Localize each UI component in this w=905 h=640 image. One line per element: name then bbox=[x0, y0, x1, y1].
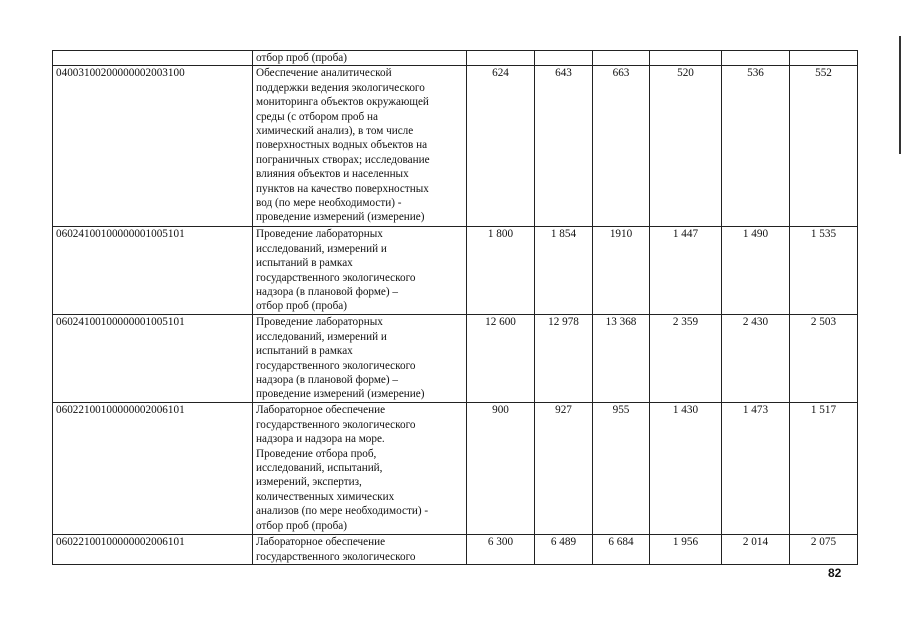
description-line: исследований, измерений и bbox=[256, 330, 387, 343]
value-cell: 900 bbox=[467, 403, 535, 535]
value-cell: 2 359 bbox=[650, 315, 722, 403]
description-line: государственного экологического bbox=[256, 418, 416, 431]
value-cell: 1 473 bbox=[722, 403, 790, 535]
value-cell: 552 bbox=[790, 66, 858, 227]
page-number: 82 bbox=[828, 566, 842, 580]
value-cell bbox=[722, 51, 790, 66]
table-row bbox=[53, 315, 858, 403]
description-line: среды (с отбором проб на bbox=[256, 110, 378, 123]
description-line: Проведение лабораторных bbox=[256, 228, 383, 241]
value-cell: 1 430 bbox=[650, 403, 722, 535]
table-row bbox=[53, 403, 858, 535]
value-cell: 927 bbox=[535, 403, 593, 535]
description-line: надзора (в плановой форме) – bbox=[256, 286, 399, 299]
service-description-cell bbox=[253, 315, 467, 403]
table-row bbox=[53, 51, 858, 66]
service-description-cell bbox=[253, 535, 467, 565]
value-cell: 1 490 bbox=[722, 227, 790, 315]
value-cell: 536 bbox=[722, 66, 790, 227]
table-body bbox=[53, 51, 858, 565]
service-code-cell bbox=[53, 51, 253, 66]
description-line: Проведение отбора проб, bbox=[256, 447, 377, 460]
description-line: надзора (в плановой форме) – bbox=[256, 374, 399, 387]
description-line: количественных химических bbox=[256, 490, 395, 503]
value-cell bbox=[790, 51, 858, 66]
value-cell: 520 bbox=[650, 66, 722, 227]
value-cell: 643 bbox=[535, 66, 593, 227]
description-line: Лабораторное обеспечение bbox=[256, 404, 386, 417]
description-line: государственного экологического bbox=[256, 271, 416, 284]
description-line: вод (по мере необходимости) - bbox=[256, 197, 402, 210]
service-description-cell bbox=[253, 51, 467, 66]
description-line: проведение измерений (измерение) bbox=[256, 388, 425, 401]
value-cell: 1 535 bbox=[790, 227, 858, 315]
table-row bbox=[53, 535, 858, 565]
value-cell bbox=[535, 51, 593, 66]
table-row bbox=[53, 227, 858, 315]
value-cell: 955 bbox=[593, 403, 650, 535]
description-line: испытаний в рамках bbox=[256, 257, 353, 270]
description-line: измерений, экспертиз, bbox=[256, 476, 362, 489]
value-cell: 2 075 bbox=[790, 535, 858, 565]
value-cell: 663 bbox=[593, 66, 650, 227]
description-line: Проведение лабораторных bbox=[256, 316, 383, 329]
value-cell: 1910 bbox=[593, 227, 650, 315]
value-cell: 6 489 bbox=[535, 535, 593, 565]
description-line: проведение измерений (измерение) bbox=[256, 211, 425, 224]
service-description-cell bbox=[253, 227, 467, 315]
value-cell: 1 517 bbox=[790, 403, 858, 535]
table-row bbox=[53, 66, 858, 227]
description-line: поддержки ведения экологического bbox=[256, 81, 425, 94]
service-code-cell: 06024100100000001005101 bbox=[53, 227, 253, 315]
value-cell: 624 bbox=[467, 66, 535, 227]
description-line: надзора и надзора на море. bbox=[256, 433, 385, 446]
value-cell: 2 503 bbox=[790, 315, 858, 403]
description-line: Лабораторное обеспечение bbox=[256, 536, 386, 549]
value-cell: 1 956 bbox=[650, 535, 722, 565]
service-code-cell: 06022100100000002006101 bbox=[53, 403, 253, 535]
description-line: государственного экологического bbox=[256, 359, 416, 372]
value-cell: 1 854 bbox=[535, 227, 593, 315]
service-description-cell bbox=[253, 66, 467, 227]
description-line: государственного экологического bbox=[256, 550, 416, 563]
value-cell bbox=[650, 51, 722, 66]
page-edge-mark bbox=[899, 36, 901, 154]
description-line: мониторинга объектов окружающей bbox=[256, 96, 429, 109]
value-cell bbox=[593, 51, 650, 66]
services-table bbox=[52, 50, 858, 565]
description-line: химический анализ), в том числе bbox=[256, 125, 414, 138]
value-cell: 2 014 bbox=[722, 535, 790, 565]
description-line: пограничных створах; исследование bbox=[256, 153, 430, 166]
value-cell bbox=[467, 51, 535, 66]
service-code-cell: 04003100200000002003100 bbox=[53, 66, 253, 227]
description-line: испытаний в рамках bbox=[256, 345, 353, 358]
description-line: отбор проб (проба) bbox=[256, 300, 347, 313]
service-description-cell bbox=[253, 403, 467, 535]
description-line: исследований, испытаний, bbox=[256, 462, 383, 475]
value-cell: 2 430 bbox=[722, 315, 790, 403]
value-cell: 13 368 bbox=[593, 315, 650, 403]
description-line: отбор проб (проба) bbox=[256, 52, 347, 64]
value-cell: 12 978 bbox=[535, 315, 593, 403]
service-code-cell: 06024100100000001005101 bbox=[53, 315, 253, 403]
description-line: исследований, измерений и bbox=[256, 242, 387, 255]
description-line: отбор проб (проба) bbox=[256, 519, 347, 532]
description-line: поверхностных водных объектов на bbox=[256, 139, 428, 152]
value-cell: 6 684 bbox=[593, 535, 650, 565]
description-line: Обеспечение аналитической bbox=[256, 67, 392, 80]
description-line: влияния объектов и населенных bbox=[256, 168, 409, 181]
value-cell: 12 600 bbox=[467, 315, 535, 403]
service-code-cell: 06022100100000002006101 bbox=[53, 535, 253, 565]
description-line: анализов (по мере необходимости) - bbox=[256, 505, 429, 518]
value-cell: 1 800 bbox=[467, 227, 535, 315]
value-cell: 6 300 bbox=[467, 535, 535, 565]
value-cell: 1 447 bbox=[650, 227, 722, 315]
description-line: пунктов на качество поверхностных bbox=[256, 182, 429, 195]
